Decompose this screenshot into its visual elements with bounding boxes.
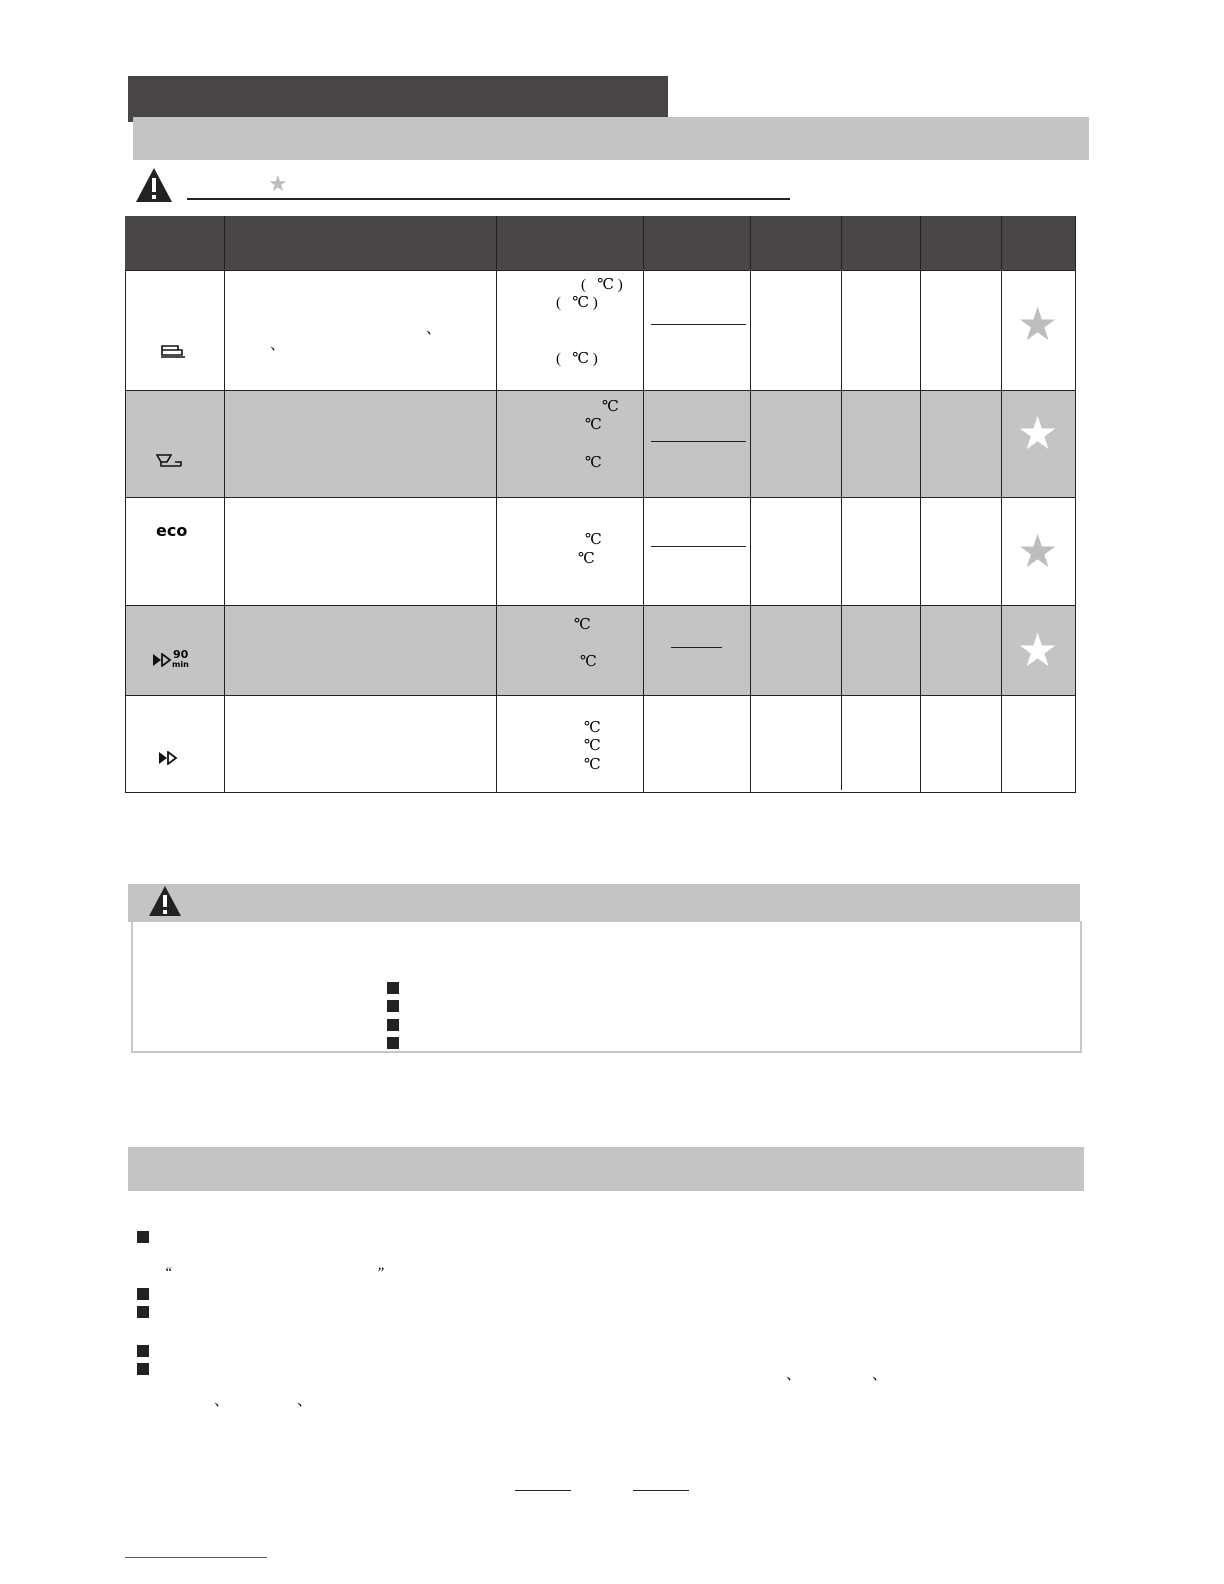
text-underline [633,1490,689,1491]
temp-text: ℃ [585,532,602,548]
normal-icon [155,453,185,471]
table-header-cell [125,216,225,270]
rapid-icon [158,751,178,765]
duration-unit: min [172,660,189,669]
star-icon: ★ [1017,524,1059,578]
temp-text: ℃ [602,399,619,415]
bullet-icon [387,1019,399,1031]
temp-text: ℃ [584,757,601,773]
bullet-icon [137,1231,149,1243]
legend-star-icon: ★ [268,172,288,197]
text-underline [515,1490,571,1491]
warning-underline [187,198,790,200]
cell-underline [651,324,746,325]
warning-icon [147,884,183,918]
star-icon: ★ [1017,406,1059,460]
comma-mark: 、 [297,1393,313,1409]
duration-number: 90 [173,648,189,661]
cell-underline [651,441,746,442]
eco-icon: eco [156,521,188,540]
temp-text: ℃ [580,654,597,670]
temp-text: ℃ [578,551,595,567]
section-subtitle-band [133,117,1089,160]
table-header-cell [750,216,842,270]
comma-mark: 、 [786,1367,802,1383]
bullet-icon [387,1000,399,1012]
open-quote: “ [164,1265,173,1281]
comma-mark: 、 [872,1367,888,1383]
table-header-cell [920,216,1002,270]
table-header-cell [841,216,921,270]
close-quote: ” [376,1265,385,1281]
star-icon: ★ [1017,623,1059,677]
program-table [125,216,1076,793]
comma-mark: 、 [426,321,442,337]
temp-text: ℃ [584,738,601,754]
comma-mark: 、 [270,337,286,353]
section-band [128,1147,1084,1191]
intensive-icon [159,343,187,361]
temp-text: ℃ [585,417,602,433]
table-row [125,391,1076,498]
table-header-cell [224,216,497,270]
cell-underline [651,546,746,547]
warning-icon [134,166,174,204]
table-row [125,605,1076,695]
star-icon: ★ [1017,297,1059,351]
bullet-icon [137,1363,149,1375]
temp-text: ( ℃ ) [556,351,598,367]
bullet-icon [137,1306,149,1318]
table-header-cell [1001,216,1076,270]
temp-text: ( ℃ ) [556,295,598,311]
table-header-cell [643,216,751,270]
bullet-icon [137,1288,149,1300]
temp-text: ( ℃ ) [581,277,623,293]
table-header-cell [496,216,644,270]
fast-forward-icon [152,653,172,667]
comma-mark: 、 [214,1393,230,1409]
temp-text: ℃ [585,455,602,471]
section-title-bar [128,76,668,122]
caution-box [131,921,1082,1053]
bullet-icon [387,1037,399,1049]
cell-underline [671,647,722,648]
footer-link-underline [125,1557,267,1558]
bullet-icon [137,1345,149,1357]
temp-text: ℃ [574,617,591,633]
temp-text: ℃ [584,720,601,736]
caution-band [128,884,1080,922]
bullet-icon [387,982,399,994]
